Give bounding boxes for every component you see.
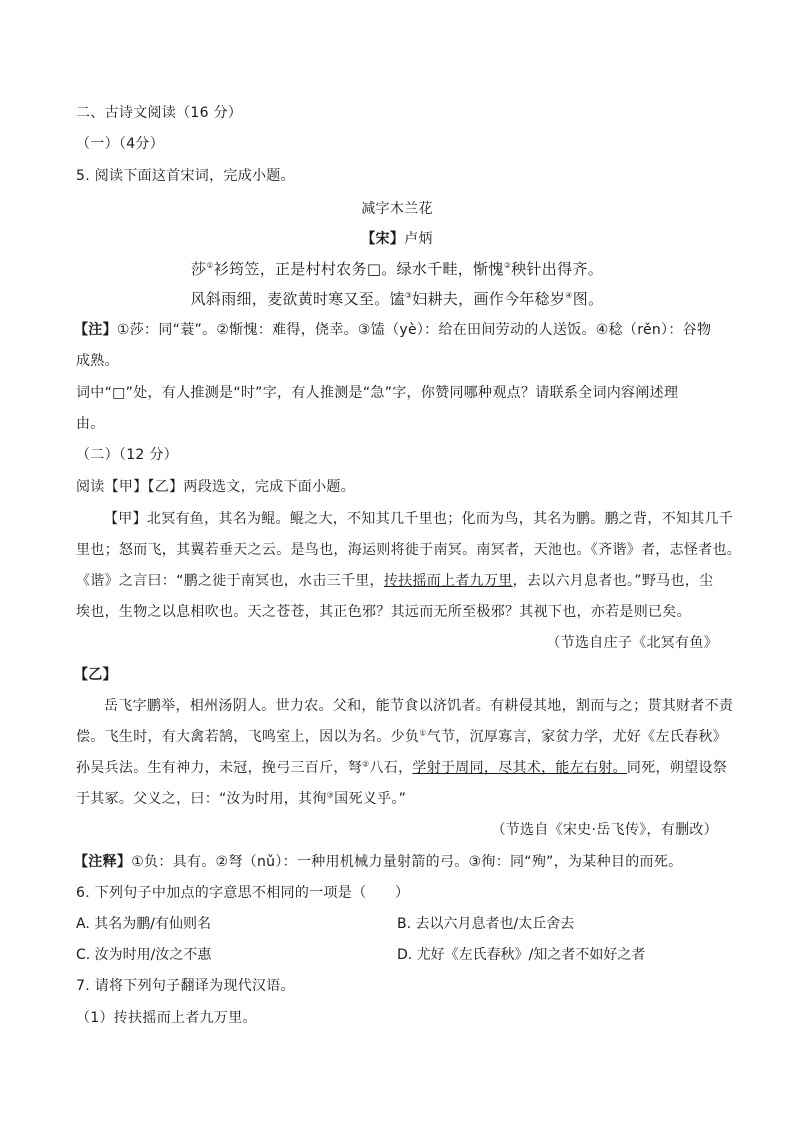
footnote-marker: ① <box>419 728 427 738</box>
poem-author: 卢炳 <box>404 231 433 247</box>
question-6-option-a[interactable]: A. 其名为鹏/有仙则名 <box>76 916 211 932</box>
poem-title: 减字木兰花 <box>361 201 433 217</box>
part1-label: （一）（4分） <box>76 136 165 152</box>
footnote-marker: ② <box>362 759 370 769</box>
poem-line-2: 风斜雨细，麦欲黄时寒又至。馌③妇耕夫，画作今年稔岁④图。 <box>190 290 604 308</box>
passage-jia-line-2: 里也；怒而飞，其翼若垂天之云。是鸟也，海运则将徙于南冥。南冥者，天池也。《齐谐》者，志怪者也。 <box>76 542 742 558</box>
passage-jia-line-3: 《谐》之言曰：“鹏之徙于南冥也，水击三千里，抟扶摇而上者九万里，去以六月息者也。”野马也，尘 <box>76 573 714 589</box>
notes-yi-label: 【注释】 <box>74 854 132 870</box>
passage-yi-line-1: 岳飞字鹏举，相州汤阴人。世力农。父和，能节食以济饥者。有耕侵其地，割而与之；贳其财者不责 <box>104 698 734 714</box>
passage-yi-label: 【乙】 <box>74 667 117 683</box>
passage-jia-source: （节选自庄子《北冥有鱼》 <box>546 635 718 651</box>
poem-author-line <box>0 229 794 249</box>
blank-box: □ <box>366 260 382 278</box>
footnote-marker: ① <box>206 261 214 270</box>
question-6-stem: 6. 下列句子中加点的字意思不相同的一项是（ ） <box>76 885 410 901</box>
underlined-sentence: 抟扶摇而上者九万里 <box>383 573 513 589</box>
poem-dynasty: 【宋】 <box>361 231 405 247</box>
footnote-marker: ④ <box>565 291 573 300</box>
question-5-text: 词中“□”处，有人推测是“时”字，有人推测是“急”字，你赞同哪种观点？请联系全词内容阐述理 <box>76 385 679 401</box>
notes-yi: 【注释】①负：具有。②弩（nǔ）：一种用机械力量射箭的弓。③徇：同“殉”，为某种目的而死。 <box>74 854 683 870</box>
passage-yi-line-3: 孙吴兵法。生有神力，未冠，挽弓三百斤，弩②八石，学射于周同，尽其术，能左右射。同死，朔望设祭 <box>76 759 727 776</box>
poem-notes-cont: 成熟。 <box>76 353 119 369</box>
underlined-sentence: 学射于周同，尽其术，能左右射。 <box>412 760 627 776</box>
part2-label: （二）（12 分） <box>76 447 178 463</box>
poem-line-1: 莎①衫筠笠，正是村村农务□。绿水千畦，惭愧②秧针出得齐。 <box>191 260 603 278</box>
question-7-stem: 7. 请将下列句子翻译为现代汉语。 <box>76 978 295 994</box>
poem-notes: 【注】①莎：同“蓑”。②惭愧：难得，侥幸。③馌（yè）：给在田间劳动的人送饭。④稔（rěn）：谷物 <box>74 322 712 338</box>
footnote-marker: ③ <box>404 291 413 300</box>
question-6-option-b[interactable]: B. 去以六月息者也/太丘舍去 <box>397 916 575 932</box>
passage-yi-line-4: 于其冢。父义之，曰：“汝为时用，其徇③国死义乎。” <box>76 790 407 807</box>
footnote-marker: ② <box>503 261 512 270</box>
footnote-marker: ③ <box>326 790 335 800</box>
question-7-item-1: （1）抟扶摇而上者九万里。 <box>76 1010 257 1026</box>
passage-jia-line-4: 埃也，生物之以息相吹也。天之苍苍，其正色邪？其远而无所至极邪？其视下也，亦若是则已矣。 <box>76 604 691 620</box>
passage-yi-line-2: 偿。飞生时，有大禽若鹄，飞鸣室上，因以为名。少负①气节，沉厚寡言，家贫力学，尤好《左氏春秋》 <box>76 728 727 745</box>
passage-yi-source: （节选自《宋史·岳飞传》，有删改） <box>491 822 718 838</box>
question-5-prompt: 5. 阅读下面这首宋词，完成小题。 <box>76 168 295 184</box>
part2-intro: 阅读【甲】【乙】两段选文，完成下面小题。 <box>76 479 355 495</box>
passage-jia-line-1: 【甲】北冥有鱼，其名为鲲。鲲之大，不知其几千里也；化而为鸟，其名为鹏。鹏之背，不知其几千 <box>104 511 734 527</box>
section-heading: 二、古诗文阅读（16 分） <box>76 105 243 121</box>
question-6-option-c[interactable]: C. 汝为时用/汝之不惠 <box>76 947 212 963</box>
notes-label: 【注】 <box>74 322 117 338</box>
question-5-text-cont: 由。 <box>76 416 105 432</box>
question-6-option-d[interactable]: D. 尤好《左氏春秋》/知之者不如好之者 <box>397 947 646 963</box>
